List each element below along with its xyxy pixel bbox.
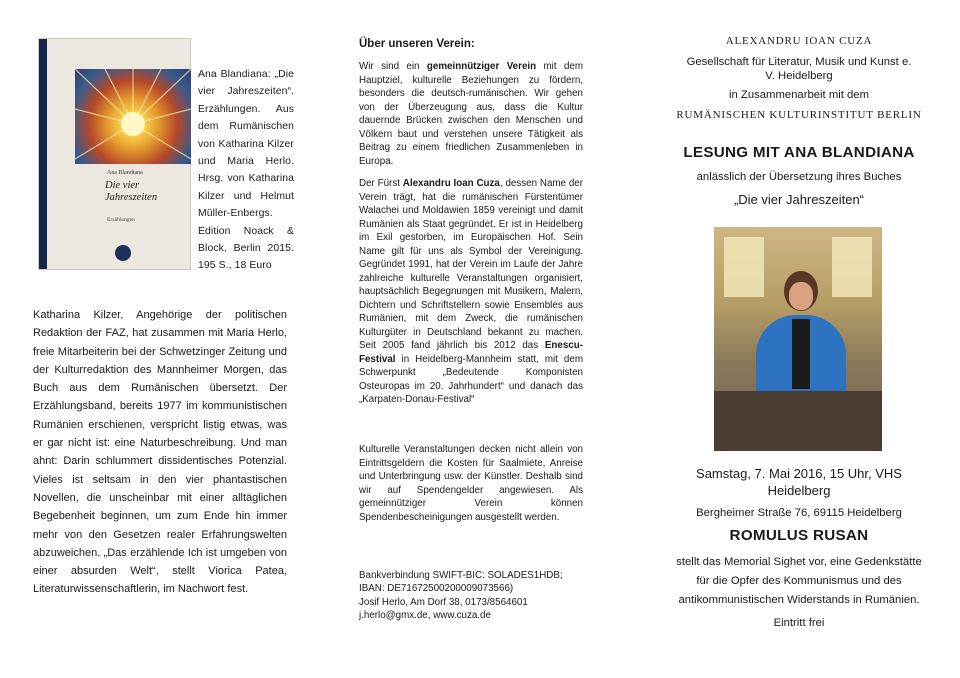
event-address: Bergheimer Straße 76, 69115 Heidelberg — [696, 507, 902, 519]
book-cover-image — [38, 38, 191, 270]
right-column — [664, 0, 934, 678]
institute-name: RUMÄNISCHEN KULTURINSTITUT BERLIN — [676, 109, 922, 121]
book-bibliography: Ana Blandiana: „Die vier Jahreszeiten“. Erzählungen. Aus dem Rumänischen von Katharina Kilzer und Maria Herlo. Hrsg. von Katharina Kilzer und Helmut Müller-Enbergs. Edition Noack & Block, Berlin 2015. 195 S., 18 Euro — [198, 69, 294, 272]
event-headline: LESUNG MIT ANA BLANDIANA — [683, 144, 915, 161]
photo-window-right — [832, 237, 872, 297]
event-date-location: Samstag, 7. Mai 2016, 15 Uhr, VHS Heidelberg — [696, 466, 902, 498]
p1-bold: gemeinnütziger Verein — [426, 61, 537, 72]
contact-address: Josif Herlo, Am Dorf 38, 0173/8564601 — [359, 596, 528, 608]
speaker-name: ROMULUS RUSAN — [729, 527, 869, 544]
cover-title: Die vier Jahreszeiten — [105, 180, 158, 203]
photo-window-left — [724, 237, 764, 297]
p2-text-start: Der Fürst — [359, 178, 403, 189]
publisher-logo-icon — [115, 245, 131, 261]
left-column — [0, 0, 310, 678]
p1-text-end: mit dem Hauptziel, kulturelle Beziehungen zu fördern, besonders die deutsch-rumänischen. Wir gehen von der Überzeugung aus, dass die Kultur dauernde Brücken zwischen den Menschen und Völkern baut und verstehen unsere Tätigkeit als Beitrag zu einem friedlichen Zusammenleben in Europa. — [359, 61, 584, 167]
organization-name: ALEXANDRU IOAN CUZA — [725, 35, 873, 47]
p1-text-start: Wir sind ein — [359, 61, 427, 72]
p2-text-mid: , dessen Name der Verein trägt, hat die rumänischen Fürstentümer Walachei und Moldawien 1859 vereinigt und damit Rumänien als Staat gegründet. Er ist in Heidelberg im Exil gestorben, im Europäischen Hof. Sein Name gilt für uns als Symbol der Vereinigung. Gegründet 1991, hat der Verein im Laufe der Jahre zahlreiche kulturelle Veranstaltungen organisiert, hauptsächlich Begegnungen mit Musikern, Malern, Dichtern und Schriftstellern sowie Ensembles aus Rumänien, mit dem Zweck, die rumänischen Kulturgüter in Deutschland bekannt zu machen. Seit 2005 fand jährlich bis 2012 das — [359, 178, 583, 351]
iban-line: IBAN: DE71672500200009073566) — [359, 583, 514, 595]
section-title: Über unseren Verein: — [359, 38, 475, 50]
p2-bold-name: Alexandru Ioan Cuza — [402, 178, 500, 189]
photo-person-shirt — [792, 319, 810, 389]
history-paragraph — [359, 177, 583, 407]
admission-text: Eintritt frei — [773, 617, 825, 629]
bank-line: Bankverbindung SWIFT-BIC: SOLADES1HDB; — [359, 570, 563, 581]
book-spine — [39, 39, 47, 269]
organization-description: Gesellschaft für Literatur, Musik und Kunst e. V. Heidelberg — [686, 56, 912, 82]
occasion-text: anlässlich der Übersetzung ihres Buches — [696, 171, 902, 183]
book-review-text: Katharina Kilzer, Angehörige der politischen Redaktion der FAZ, hat zusammen mit Maria Herlo, freie Mitarbeiterin bei der Schwetzinger Zeitung und der Kulturredaktion des Mannheimer Morgen, das Buch aus dem Rumänischen übersetzt. Der Erzählungsband, bereits 1977 im kommunistischen Rumänien erschienen, verspricht listig etwas, was er gar nicht ist: eine Naturbeschreibung. Und man ahnt: Darin schlummert dissidentisches Potenzial. Vieles ist seltsam in den vier phantastischen Novellen, die unscheinbar mit einer alltäglichen Begebenheit beginnen, um zum Ende hin immer mehr von den Gesetzen realer Erfahrungswelten abzuweichen. „Das erzählende Ich ist umgeben von einer absurden Welt“, stellt Viorica Patea, Literaturwissenschaftlerin, im Nachwort fest. — [33, 309, 287, 596]
cover-author: Ana Blandiana — [107, 170, 143, 176]
p2-bold-festival: Enescu-Festival — [359, 340, 583, 365]
p2-text-end: in Heidelberg-Mannheim statt, mit dem Schwerpunkt „Bedeutende Komponisten Osteuropas im 20. Jahrhundert“ und danach das „Karpaten-Donau-Festival“ — [359, 353, 583, 405]
cover-subtitle: Erzählungen — [107, 217, 135, 223]
donation-paragraph: Kulturelle Veranstaltungen decken nicht allein von Eintrittsgeldern die Kosten für Saalmiete, Anreise und Unterbringung usw. der Künstler. Deshalb sind wir auf Spendengelder angewiesen. Als gemeinnütziger Verein können Spendenbescheinigungen ausgestellt werden. — [359, 444, 583, 523]
contact-email-web: j.herlo@gmx.de, www.cuza.de — [359, 610, 491, 622]
book-title-quote: „Die vier Jahreszeiten“ — [733, 192, 865, 207]
bank-contact-block — [359, 569, 587, 623]
photo-person-face — [789, 282, 813, 310]
association-paragraph — [359, 60, 583, 168]
speaker-photo — [714, 227, 882, 451]
sunburst-artwork — [75, 69, 191, 164]
sun-rays-graphic — [75, 69, 191, 164]
photo-lectern — [714, 391, 882, 451]
middle-column — [355, 0, 585, 678]
speaker-description: stellt das Memorial Sighet vor, eine Gedenkstätte für die Opfer des Kommunismus und des antikommunistischen Widerstands in Rumänien. — [676, 556, 922, 606]
cooperation-text: in Zusammenarbeit mit dem — [728, 89, 869, 101]
